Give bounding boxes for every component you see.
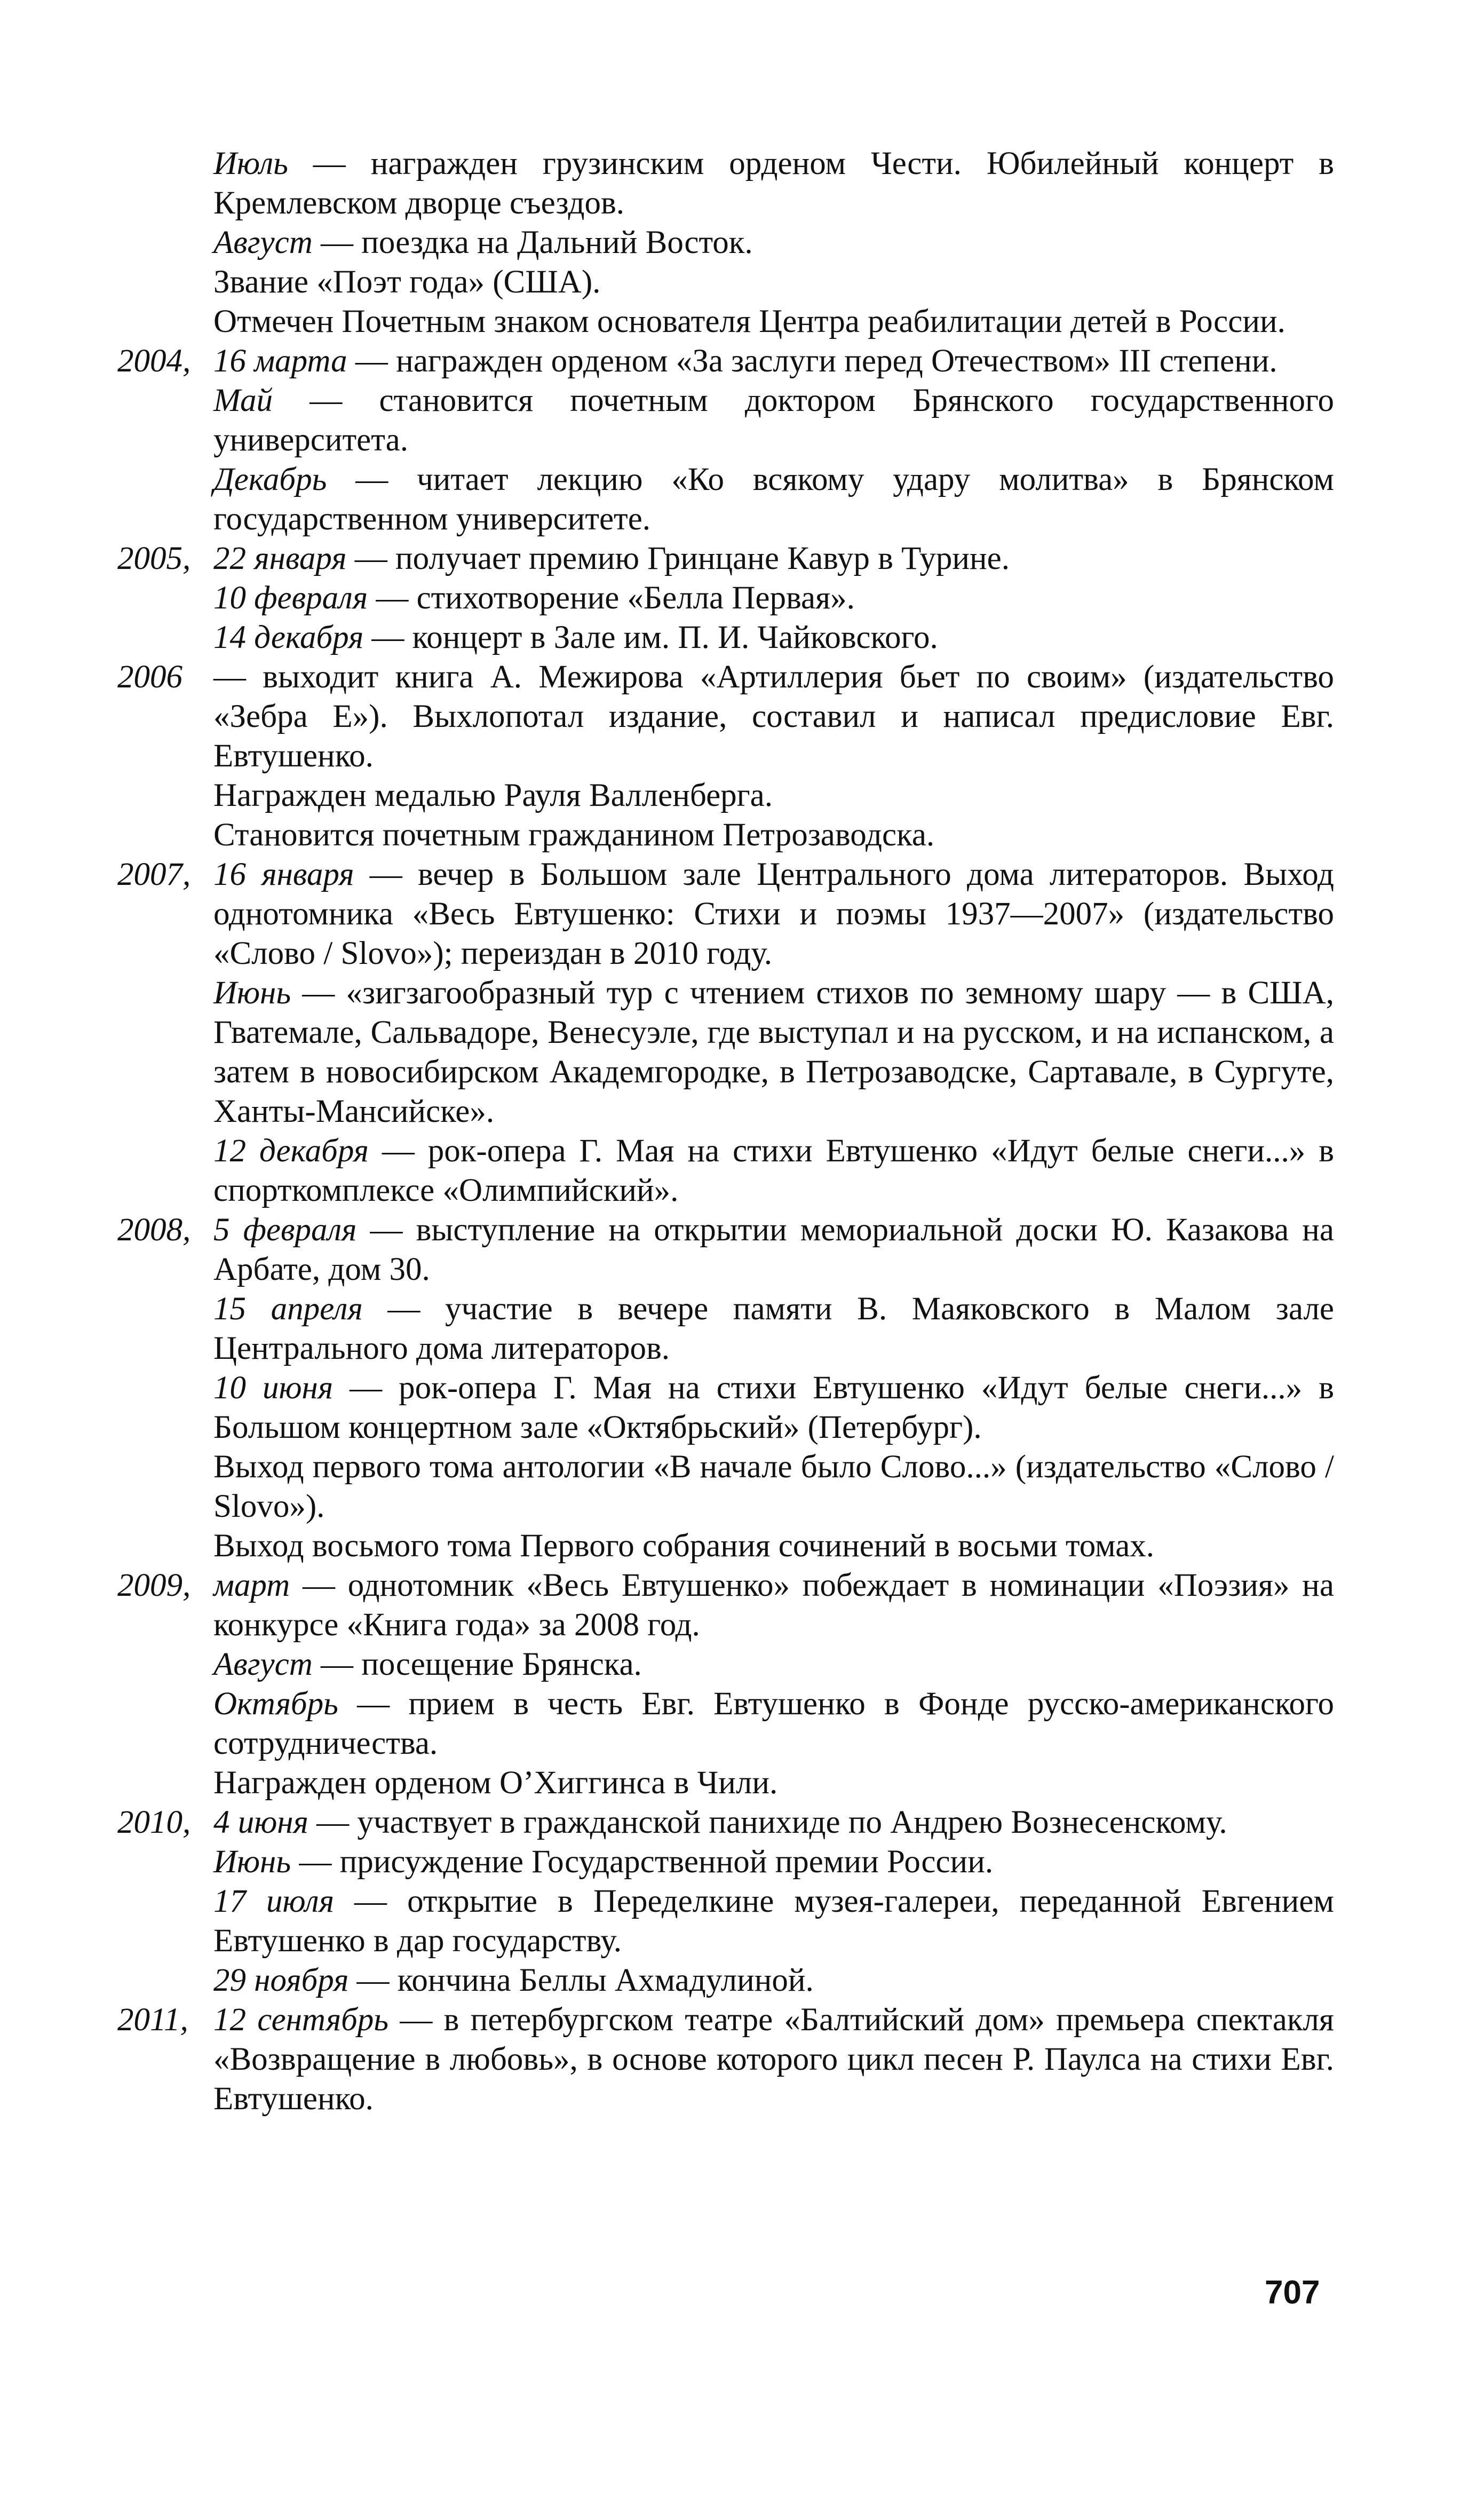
- entry: [117, 1645, 1334, 1684]
- entry-date: Октябрь: [213, 1686, 338, 1722]
- entry: [117, 973, 1334, 1131]
- entry-date: Декабрь: [213, 462, 327, 497]
- entry-date: 10 июня: [213, 1370, 334, 1406]
- entry: [117, 1526, 1334, 1566]
- entry: [117, 223, 1334, 263]
- entry-text: Награжден медалью Рауля Валленберга.: [213, 778, 773, 813]
- entry: [117, 302, 1334, 342]
- entry-text: — поездка на Дальний Восток.: [312, 225, 753, 260]
- entry-date: Август: [213, 225, 313, 260]
- entry: [117, 342, 1334, 381]
- entry-text: — концерт в Зале им. П. И. Чайковского.: [363, 620, 938, 655]
- chronology-text: [117, 144, 1334, 2119]
- entry-year: 2008,: [117, 1212, 191, 1248]
- entry: [117, 658, 1334, 776]
- entry: [117, 1447, 1334, 1526]
- entry: [117, 816, 1334, 855]
- entry: [117, 618, 1334, 658]
- entry-text: — участвует в гражданской панихиде по Андрею Вознесенскому.: [308, 1804, 1227, 1840]
- entry: [117, 1566, 1334, 1645]
- entry-text: — посещение Брянска.: [312, 1647, 642, 1682]
- entry-text: — кончина Беллы Ахмадулиной.: [348, 1962, 814, 1998]
- entry-year: 2009,: [117, 1568, 191, 1603]
- entry: [117, 1131, 1334, 1210]
- entry: [117, 1368, 1334, 1447]
- entry-date: 14 декабря: [213, 620, 364, 655]
- entry: [117, 1684, 1334, 1763]
- entry: [117, 263, 1334, 302]
- entry: [117, 1882, 1334, 1961]
- entry-text: — получает премию Гринцане Кавур в Турине.: [346, 541, 1010, 576]
- entry-text: — выходит книга А. Межирова «Артиллерия бьет по своим» (издательство «Зебра Е»). Выхлопотал издание, составил и написал предисловие Евг. Евтушенко.: [213, 659, 1334, 774]
- entry-text: — открытие в Переделкине музея-галереи, переданной Евгением Евтушенко в дар государству.: [213, 1883, 1335, 1959]
- entry-text: Звание «Поэт года» (США).: [213, 264, 601, 300]
- entry-date: Июнь: [213, 1844, 291, 1880]
- entry-date: март: [213, 1568, 290, 1603]
- entry-date: 16 марта: [213, 343, 347, 379]
- page-number: 707: [1265, 2274, 1320, 2311]
- entry-text: Выход первого тома антологии «В начале было Слово...» (издательство «Слово / Slovo»).: [213, 1449, 1334, 1524]
- entry-date: 29 ноября: [213, 1962, 349, 1998]
- entry: [117, 1210, 1334, 1289]
- entry-year: 2011,: [117, 2002, 188, 2038]
- entry: [117, 2000, 1334, 2119]
- entry-text: — участие в вечере памяти В. Маяковского в Малом зале Центрального дома литераторов.: [213, 1291, 1334, 1366]
- entry: [117, 579, 1334, 618]
- entry-date: 12 сентябрь: [213, 2002, 389, 2038]
- entry-text: — присуждение Государственной премии России.: [291, 1844, 994, 1880]
- entry-year: 2007,: [117, 857, 191, 892]
- entry-text: — награжден грузинским орденом Чести. Юбилейный концерт в Кремлевском дворце съездов.: [213, 146, 1334, 221]
- entry: [117, 855, 1334, 973]
- entry-date: 5 февраля: [213, 1212, 357, 1248]
- entry-year: 2010,: [117, 1804, 191, 1840]
- entry-date: 17 июля: [213, 1883, 334, 1919]
- entry-date: Июль: [213, 146, 288, 181]
- entry-date: Июнь: [213, 975, 291, 1011]
- entry-text: — стихотворение «Белла Первая».: [368, 580, 855, 616]
- entry: [117, 1763, 1334, 1803]
- entry-date: Август: [213, 1647, 313, 1682]
- entry-text: — рок-опера Г. Мая на стихи Евтушенко «Идут белые снеги...» в Большом концертном зале «Октябрьский» (Петербург).: [213, 1370, 1334, 1445]
- entry-text: Отмечен Почетным знаком основателя Центра реабилитации детей в России.: [213, 304, 1285, 339]
- entry-text: Награжден орденом О’Хиггинса в Чили.: [213, 1765, 778, 1801]
- entry-text: — рок-опера Г. Мая на стихи Евтушенко «Идут белые снеги...» в спорткомплексе «Олимпийский».: [213, 1133, 1334, 1208]
- entry-year: 2006: [117, 659, 182, 695]
- entry-year: 2005,: [117, 541, 191, 576]
- entry-text: Выход восьмого тома Первого собрания сочинений в восьми томах.: [213, 1528, 1155, 1564]
- entry: [117, 539, 1334, 579]
- entry: [117, 381, 1334, 460]
- entry-text: — награжден орденом «За заслуги перед Отечеством» III степени.: [347, 343, 1277, 379]
- entry-date: 4 июня: [213, 1804, 308, 1840]
- entry-text: — вечер в Большом зале Центрального дома литераторов. Выход однотомника «Весь Евтушенко: Стихи и поэмы 1937—2007» (издательство «Слово / Slovo»); переиздан в 2010 году.: [213, 857, 1335, 971]
- entry: [117, 776, 1334, 816]
- entry-date: Май: [213, 383, 273, 418]
- entry-text: — в петербургском театре «Балтийский дом» премьера спектакля «Возвращение в любовь», в основе которого цикл песен Р. Паулса на стихи Евг. Евтушенко.: [213, 2002, 1334, 2117]
- entry-text: Становится почетным гражданином Петрозаводска.: [213, 817, 935, 853]
- entry-year: 2004,: [117, 343, 191, 379]
- entry-text: — становится почетным доктором Брянского государственного университета.: [213, 383, 1334, 458]
- entry: [117, 1961, 1334, 2000]
- entry: [117, 144, 1334, 223]
- entry-text: — «зигзагообразный тур с чтением стихов по земному шару — в США, Гватемале, Сальвадоре, Венесуэле, где выступал и на русском, и на испанском, а затем в новосибирском Академгородке, в Петрозаводске, Сартавале, в Сургуте, Ханты-Мансийске».: [213, 975, 1334, 1129]
- entry-date: 16 января: [213, 857, 354, 892]
- entry-date: 10 февраля: [213, 580, 368, 616]
- entry: [117, 1289, 1334, 1368]
- entry-text: — прием в честь Евг. Евтушенко в Фонде русско-американского сотрудничества.: [213, 1686, 1334, 1761]
- entry: [117, 460, 1334, 539]
- entry: [117, 1842, 1334, 1882]
- entry-date: 22 января: [213, 541, 347, 576]
- entry: [117, 1803, 1334, 1842]
- entry-text: — выступление на открытии мемориальной доски Ю. Казакова на Арбате, дом 30.: [213, 1212, 1334, 1287]
- entry-text: — читает лекцию «Ко всякому удару молитва» в Брянском государственном университете.: [213, 462, 1334, 537]
- entry-text: — однотомник «Весь Евтушенко» побеждает в номинации «Поэзия» на конкурсе «Книга года» за 2008 год.: [213, 1568, 1334, 1643]
- entry-date: 12 декабря: [213, 1133, 369, 1169]
- entry-date: 15 апреля: [213, 1291, 363, 1327]
